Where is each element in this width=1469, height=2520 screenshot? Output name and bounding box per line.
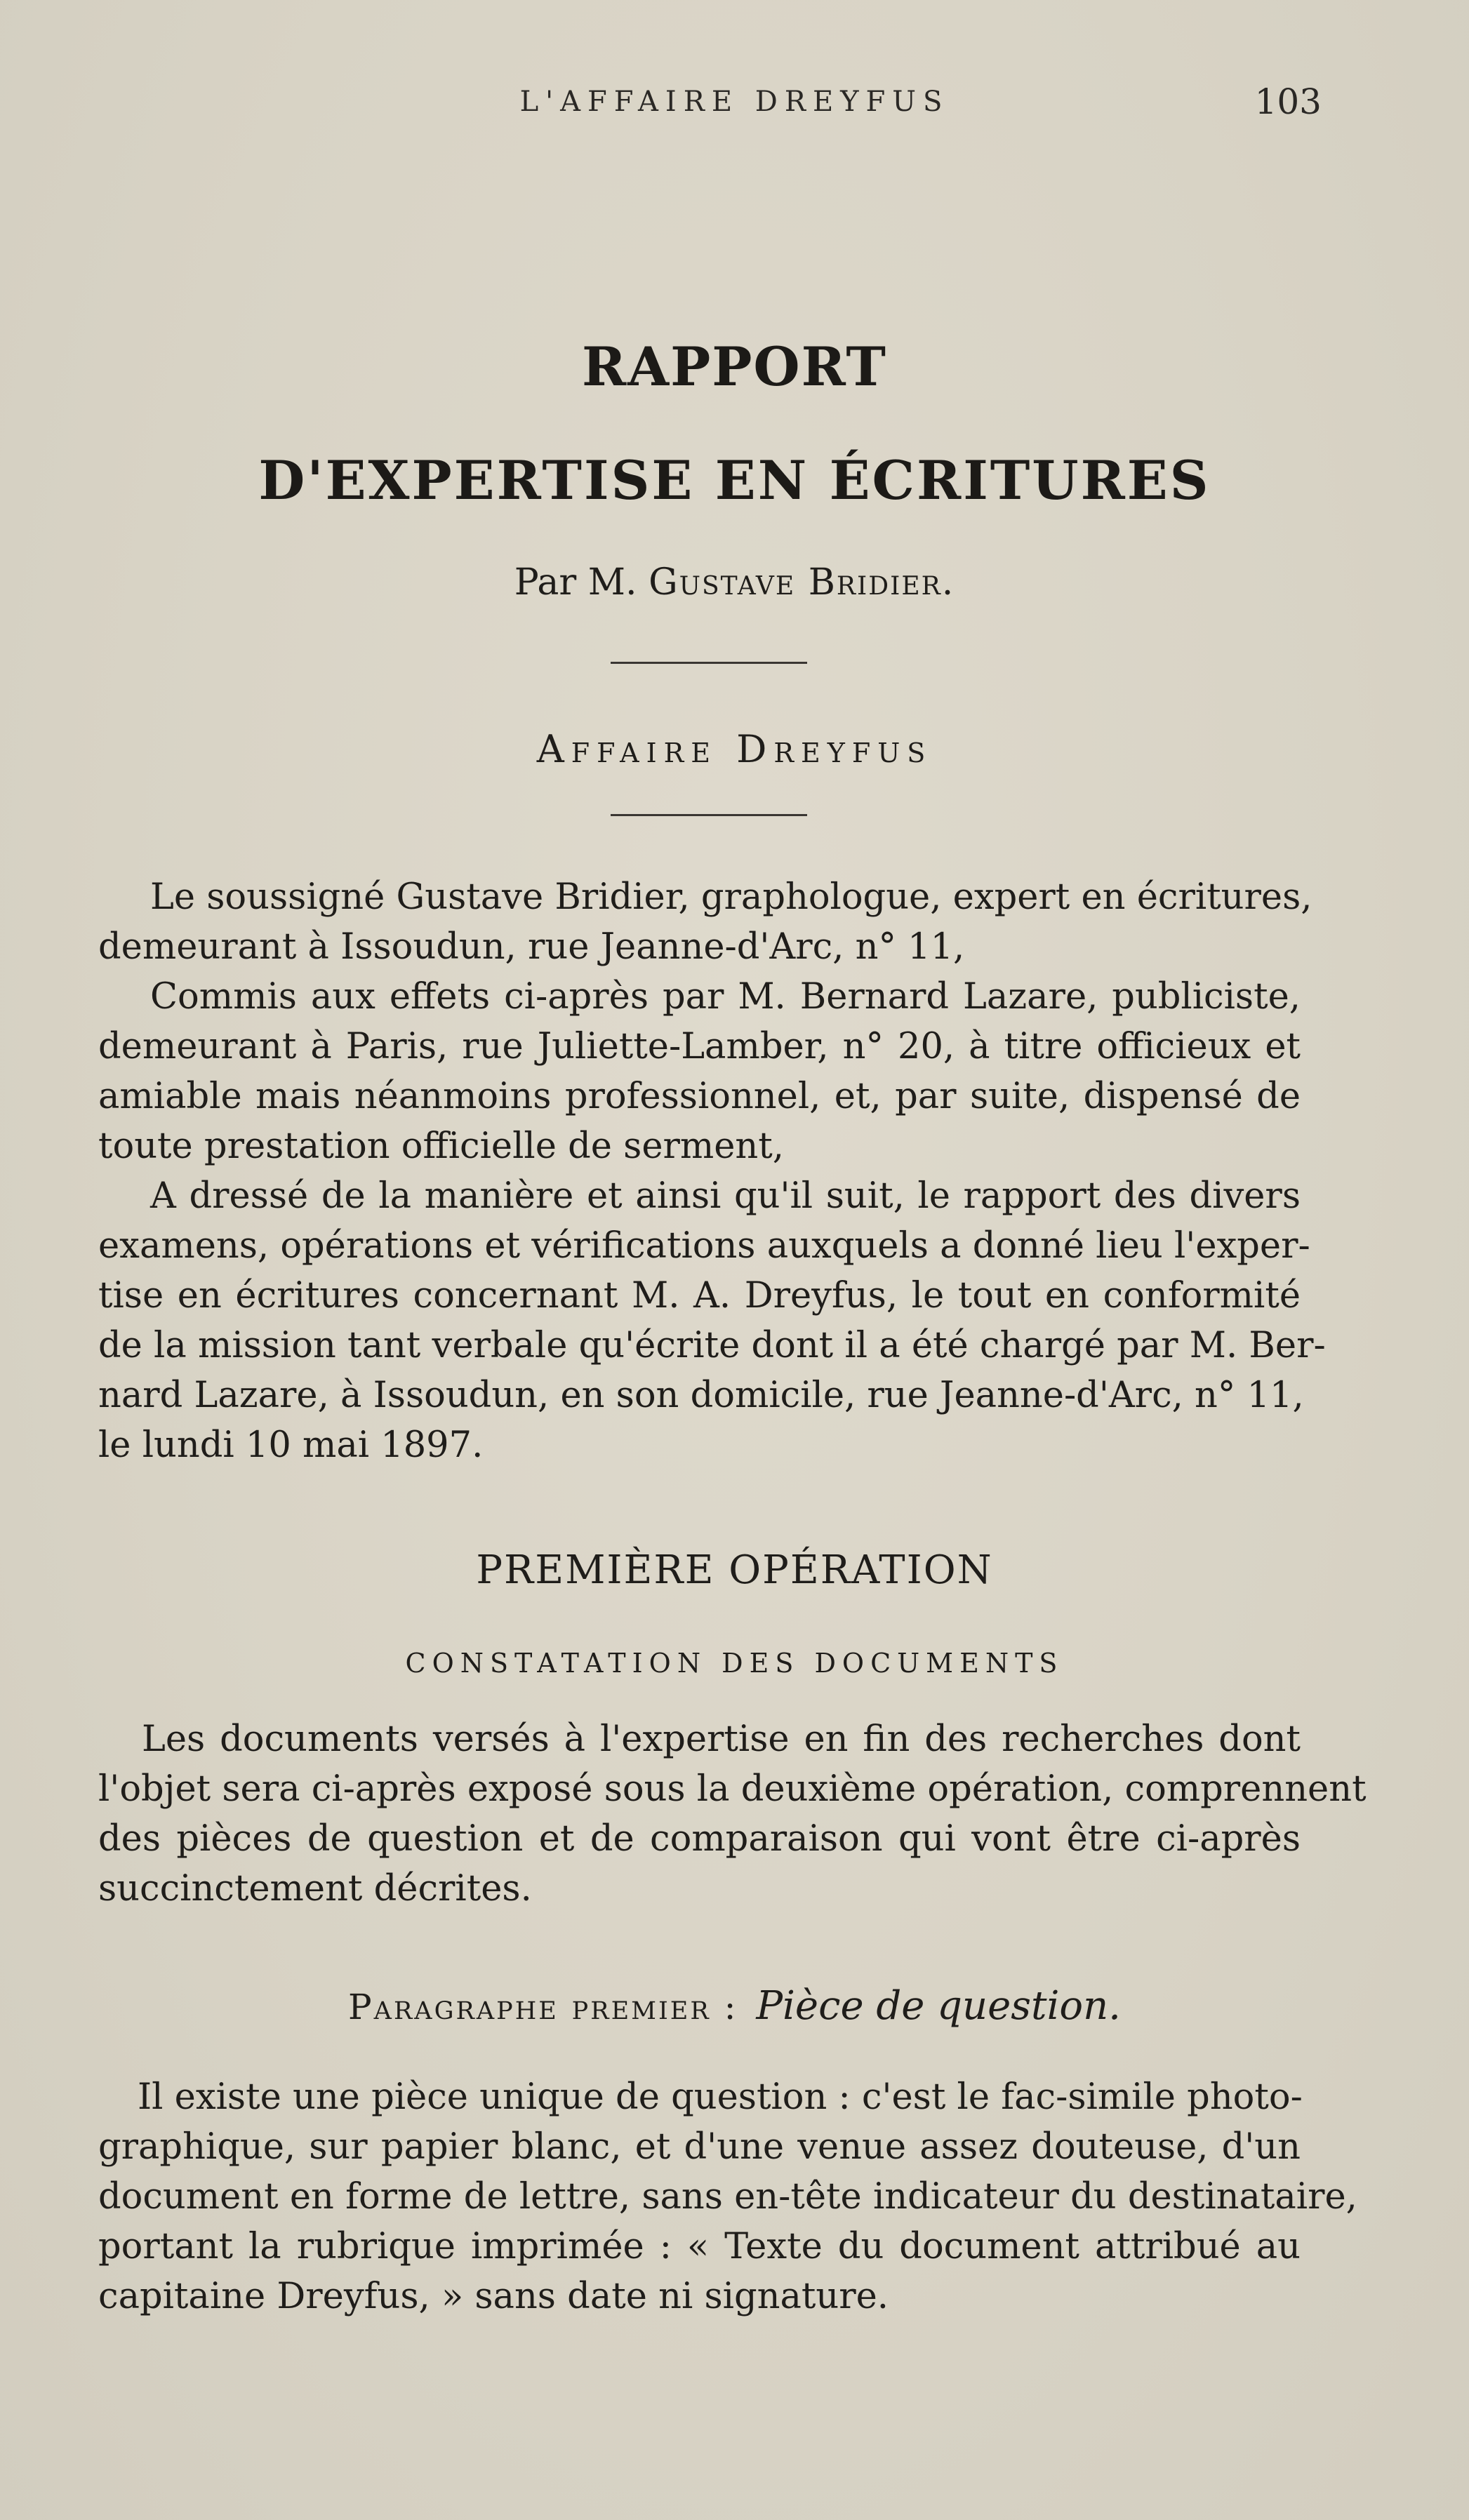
- report-title-line-2: D'EXPERTISE EN ÉCRITURES: [258, 449, 1211, 512]
- divider-rule: [611, 662, 807, 664]
- report-title-line-1: RAPPORT: [581, 335, 887, 398]
- text-line: nard Lazare, à Issoudun, en son domicile, rue Jeanne-d'Arc, n° 11,: [98, 1375, 1304, 1416]
- text-line: des pièces de question et de comparaison qui vont être ci-après: [98, 1818, 1301, 1860]
- text-line: le lundi 10 mai 1897.: [98, 1425, 484, 1466]
- page-number: 103: [1254, 81, 1322, 122]
- paragraph-label: Paragraphe premier :: [348, 1987, 738, 2027]
- text-line: l'objet sera ci-après exposé sous la deuxième opération, comprennent: [98, 1768, 1367, 1810]
- text-line: Les documents versés à l'expertise en fin des recherches dont: [142, 1719, 1301, 1760]
- running-title: L'AFFAIRE DREYFUS: [519, 86, 950, 118]
- text-line: succinctement décrites.: [98, 1868, 532, 1909]
- divider-rule: [611, 814, 807, 816]
- text-line: Commis aux effets ci-après par M. Bernard Lazare, publiciste,: [150, 976, 1301, 1018]
- byline: [0, 561, 1469, 604]
- byline-prefix: Par M.: [514, 561, 637, 604]
- section-heading: PREMIÈRE OPÉRATION: [476, 1547, 993, 1593]
- text-line: examens, opérations et vérifications auxquels a donné lieu l'exper-: [98, 1225, 1310, 1267]
- text-line: portant la rubrique imprimée : « Texte du document attribué au: [98, 2226, 1301, 2267]
- subsection-heading: CONSTATATION DES DOCUMENTS: [405, 1648, 1064, 1679]
- text-line: Le soussigné Gustave Bridier, graphologue, expert en écritures,: [150, 876, 1312, 918]
- text-line: toute prestation officielle de serment,: [98, 1126, 784, 1167]
- text-line: A dressé de la manière et ainsi qu'il suit, le rapport des divers: [150, 1175, 1301, 1217]
- case-title: Affaire Dreyfus: [536, 727, 933, 771]
- byline-author: Gustave Bridier.: [649, 561, 955, 604]
- text-line: capitaine Dreyfus, » sans date ni signature.: [98, 2276, 889, 2317]
- text-line: amiable mais néanmoins professionnel, et, par suite, dispensé de: [98, 1076, 1301, 1117]
- text-line: demeurant à Paris, rue Juliette-Lamber, n° 20, à titre officieux et: [98, 1026, 1301, 1067]
- paragraph-title: Pièce de question.: [756, 1983, 1121, 2029]
- text-line: graphique, sur papier blanc, et d'une venue assez douteuse, d'un: [98, 2126, 1301, 2168]
- paragraph-heading: [0, 1983, 1469, 2029]
- text-line: de la mission tant verbale qu'écrite dont il a été chargé par M. Ber-: [98, 1325, 1326, 1366]
- text-line: Il existe une pièce unique de question : c'est le fac-simile photo-: [138, 2076, 1303, 2118]
- text-line: tise en écritures concernant M. A. Dreyfus, le tout en conformité: [98, 1275, 1301, 1316]
- text-line: demeurant à Issoudun, rue Jeanne-d'Arc, n° 11,: [98, 926, 965, 968]
- text-line: document en forme de lettre, sans en-tête indicateur du destinataire,: [98, 2176, 1357, 2218]
